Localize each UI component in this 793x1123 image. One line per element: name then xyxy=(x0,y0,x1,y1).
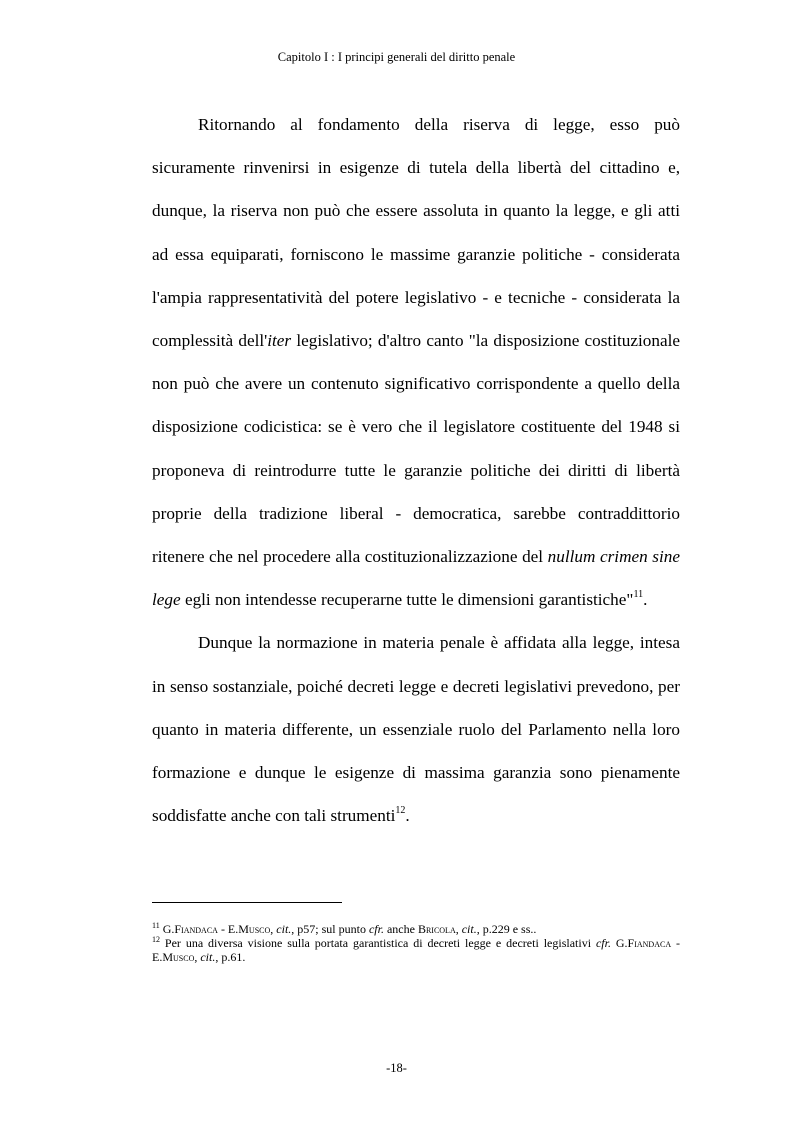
footnote-text: , xyxy=(194,950,201,964)
footnote-reference[interactable]: 11 xyxy=(633,589,644,601)
citation-abbrev: cit. xyxy=(461,922,477,936)
footnote-text: , p57; sul punto xyxy=(291,922,369,936)
footnote-text: anche xyxy=(383,922,418,936)
citation-abbrev: cfr. xyxy=(595,936,611,950)
author-name: Musco xyxy=(162,950,195,964)
paragraph-1-text: . xyxy=(643,590,648,610)
author-name: Bricola xyxy=(417,922,456,936)
footnotes xyxy=(152,922,680,964)
italic-term: nullum crimen sine lege xyxy=(152,547,680,610)
paragraph-1 xyxy=(152,103,680,621)
footnote-separator xyxy=(152,902,342,903)
paragraph-1-text: Ritornando al fondamento della riserva di legge, esso può sicuramente rinvenirsi in esigenze di tutela della libertà del cittadino e, dunque, la riserva non può che essere assoluta in quanto la legge, e gli atti ad essa equiparati, forniscono le massime garanzie politiche - considerata l'ampia rappresentatività del potere legislativo - e tecniche - considerata la complessità dell' xyxy=(152,115,680,351)
paragraph-1-text: egli non intendesse recuperarne tutte le dimensioni garantistiche" xyxy=(180,590,634,610)
paragraph-1-text: legislativo; d'altro canto "la disposizione costituzionale non può che avere un contenuto significativo corrispondente a quello della disposizione codicistica: se è vero che il legislatore costituente del 1948 si proponeva di reintrodurre tutte le garanzie politiche dei diritti di libertà proprie della tradizione liberal - democratica, sarebbe contraddittorio ritenere che nel procedere alla costituzionalizzazione del xyxy=(152,331,680,567)
page-number: -18- xyxy=(386,1061,407,1075)
footnote-text: Per una diversa visione sulla portata garantistica di decreti legge e decreti legislativi xyxy=(160,936,596,950)
citation-abbrev: cfr. xyxy=(368,922,384,936)
citation-abbrev: cit. xyxy=(200,950,216,964)
author-name: Musco xyxy=(238,922,271,936)
footnote-text: - E. xyxy=(152,936,681,964)
author-name: Fiandaca xyxy=(627,936,672,950)
footnote-11 xyxy=(152,922,680,936)
author-name: Fiandaca xyxy=(174,922,218,936)
paragraph-2-text: . xyxy=(405,806,410,826)
footnote-text: G. xyxy=(610,936,628,950)
footnote-text: , xyxy=(270,922,277,936)
footnote-12 xyxy=(152,936,680,964)
paragraph-2-text: Dunque la normazione in materia penale è affidata alla legge, intesa in senso sostanziale, poiché decreti legge e decreti legislativi prevedono, per quanto in materia differente, un essenziale ruolo del Parlamento nella loro formazione e dunque le esigenze di massima garanzia sono pienamente soddisfatte anche con tali strumenti xyxy=(152,633,680,826)
running-header: Capitolo I : I principi generali del diritto penale xyxy=(277,50,516,64)
footnote-number: 11 xyxy=(152,921,160,930)
italic-term: iter xyxy=(267,331,292,351)
footnote-number: 12 xyxy=(152,935,160,944)
footnote-text: , p.229 e ss.. xyxy=(476,922,537,936)
footnote-text: , xyxy=(455,922,462,936)
citation-abbrev: cit. xyxy=(276,922,292,936)
body-text xyxy=(152,103,680,837)
paragraph-2 xyxy=(152,621,680,837)
footnote-text: , p.61. xyxy=(215,950,246,964)
footnote-text: G. xyxy=(162,922,175,936)
footnote-text: - E. xyxy=(217,922,239,936)
footnote-reference[interactable]: 12 xyxy=(395,805,406,817)
